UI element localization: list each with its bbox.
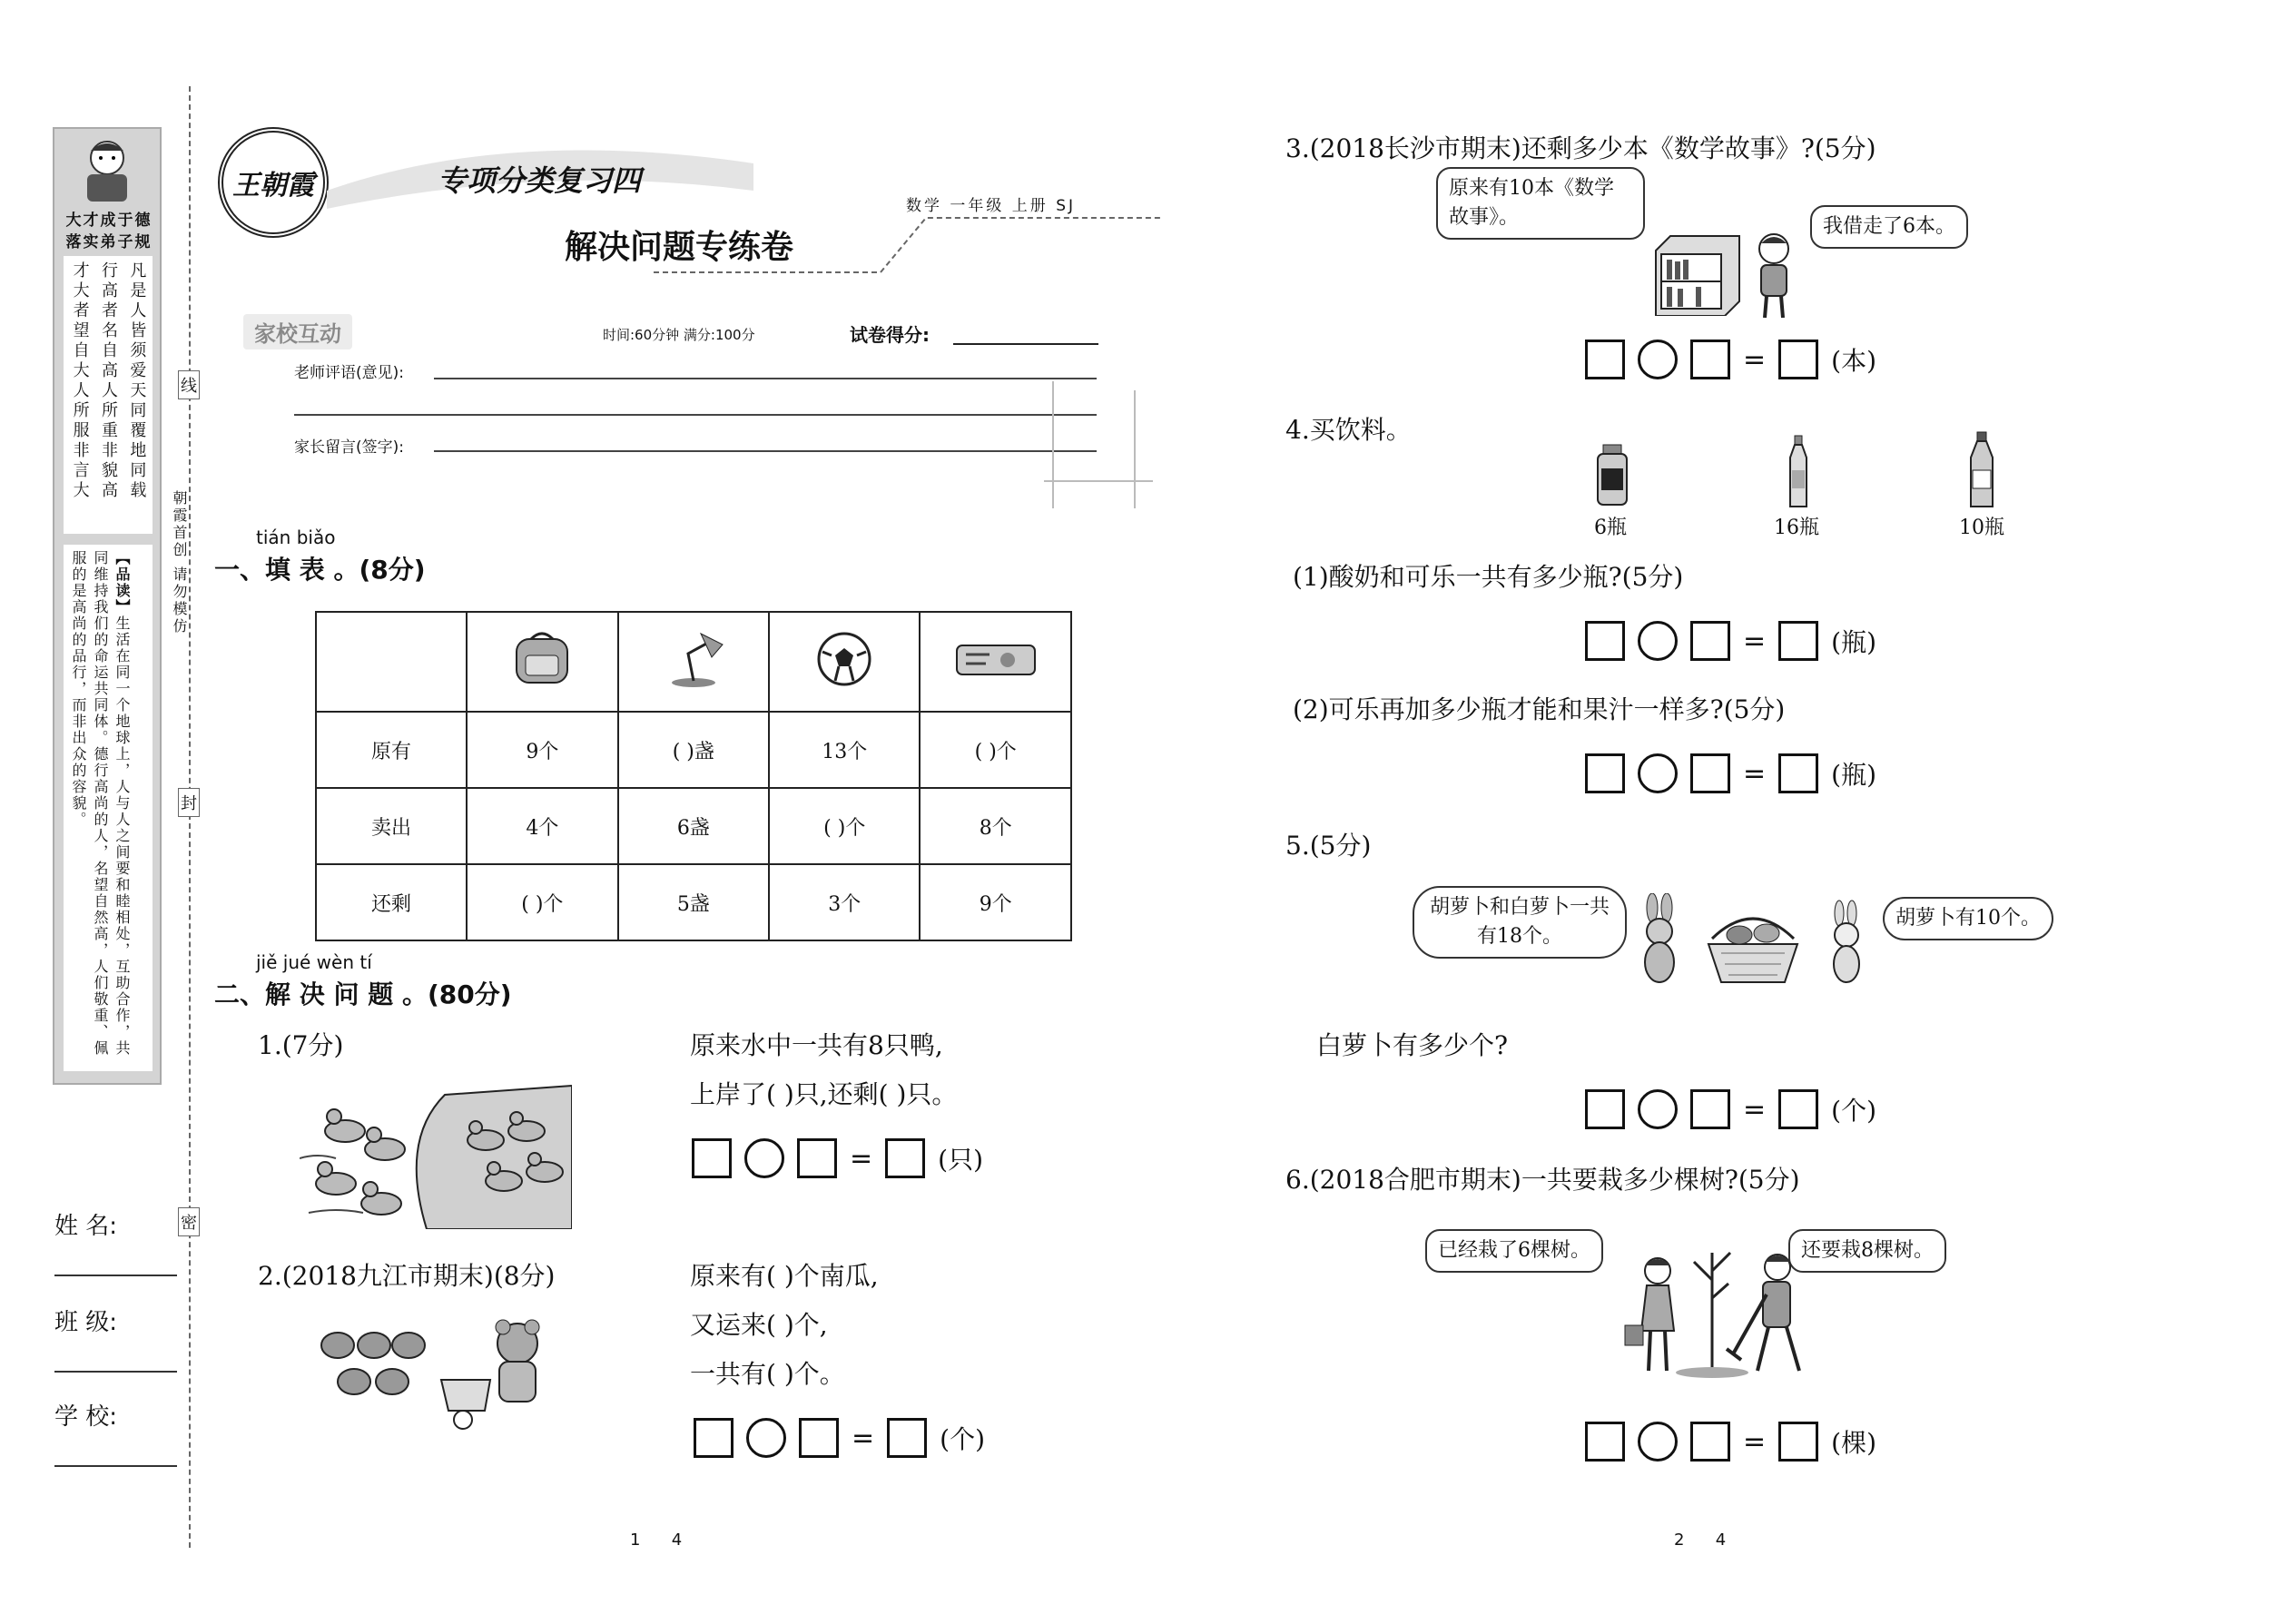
unit-label: (个): [1831, 1096, 1876, 1126]
table-cell: 8个: [920, 788, 1071, 864]
row-label-remaining: 还剩: [316, 864, 467, 940]
subject-info: 数学 一年级 上册 SJ: [906, 197, 1077, 215]
answer-box[interactable]: [1690, 1422, 1730, 1462]
name-field[interactable]: [54, 1275, 177, 1276]
answer-box[interactable]: [1690, 1089, 1730, 1129]
section2-title: 二、解 决 问 题 。(80分): [214, 979, 512, 1009]
q3-equation: [1585, 340, 1876, 379]
rabbit-right-illustration: [1819, 899, 1874, 989]
poem-col-3: 才大者望自大人所服非言大: [70, 261, 90, 501]
boy-illustration: [1747, 231, 1801, 321]
vegetable-basket-illustration: [1703, 908, 1803, 986]
school-label: 学 校:: [54, 1403, 118, 1431]
q2-label: 2.(2018九江市期末)(8分): [258, 1261, 556, 1291]
cola-count: 10瓶: [1959, 517, 2004, 539]
operator-circle[interactable]: [1638, 340, 1678, 379]
pumpkins-illustration: [318, 1325, 436, 1407]
table-cell: 6盏: [618, 788, 769, 864]
reading-text: 生活在同一个地球上，人与人之间要和睦相处，互助合作，共同维持我们的命运共同体。德行高尚的人，名望自然高，人们敬重、佩服的是高尚的品行，而非出众的容貌。: [70, 550, 131, 1057]
q1-equation: [692, 1138, 983, 1178]
series-title: 专项分类复习四: [438, 163, 642, 198]
table-cell: 4个: [467, 788, 617, 864]
motto-top: 大才成于德: [65, 212, 153, 230]
q6-label: 6.(2018合肥市期末)一共要栽多少棵树?(5分): [1285, 1165, 1800, 1195]
table-cell: 13个: [769, 712, 920, 788]
score-label: 试卷得分:: [850, 324, 930, 346]
q1-label: 1.(7分): [258, 1030, 344, 1060]
yogurt-bottle-icon: [1594, 443, 1630, 507]
poem-box: [64, 256, 153, 534]
table-cell-blank[interactable]: ( )个: [467, 864, 617, 940]
pencil-case-icon: [953, 664, 1039, 687]
q4-sub1: (1)酸奶和可乐一共有多少瓶?(5分): [1293, 562, 1684, 592]
answer-box[interactable]: [797, 1138, 837, 1178]
table-corner: [316, 612, 467, 712]
q1-line1: 原来水中一共有8只鸭,: [690, 1030, 943, 1060]
equals-sign: =: [1743, 757, 1767, 790]
backpack-icon: [504, 671, 580, 694]
row-label-original: 原有: [316, 712, 467, 788]
table-header-cell: [920, 612, 1071, 712]
answer-box[interactable]: [1778, 753, 1818, 793]
row-label-sold: 卖出: [316, 788, 467, 864]
q5-label: 5.(5分): [1285, 831, 1372, 861]
section1-title: 一、填 表 。(8分): [214, 555, 426, 585]
answer-box[interactable]: [887, 1418, 927, 1458]
unit-label: (个): [940, 1424, 985, 1454]
answer-box[interactable]: [692, 1138, 732, 1178]
equals-sign: =: [1743, 625, 1767, 657]
motto-bottom: 落实弟子规: [65, 233, 153, 251]
binding-line: [189, 86, 191, 1548]
q5-equation: [1585, 1089, 1876, 1129]
operator-circle[interactable]: [1638, 1089, 1678, 1129]
juice-count: 16瓶: [1774, 517, 1819, 539]
class-field[interactable]: [54, 1371, 177, 1373]
q2-line2: 又运来( )个,: [690, 1310, 828, 1340]
unit-label: (只): [938, 1145, 983, 1175]
binding-mark-2: 封: [178, 788, 200, 817]
q6-bubble-2: 还要栽8棵树。: [1788, 1229, 1946, 1273]
q3-bubble-1: 原来有10本《数学故事》。: [1436, 167, 1645, 240]
lamp-icon: [655, 671, 732, 694]
q4-equation-1: [1585, 621, 1876, 661]
answer-box[interactable]: [1778, 1422, 1818, 1462]
unit-label: (棵): [1831, 1428, 1876, 1458]
table-header-cell: [467, 612, 617, 712]
parent-message-label: 家长留言(签字):: [294, 438, 404, 457]
binding-mark-3: 密: [178, 1207, 200, 1236]
page-number-right: 2 4: [1674, 1530, 1727, 1550]
q4-equation-2: [1585, 753, 1876, 793]
binding-mark-1: 线: [178, 370, 200, 399]
answer-box[interactable]: [694, 1418, 733, 1458]
table-cell: 9个: [920, 864, 1071, 940]
answer-box[interactable]: [1778, 621, 1818, 661]
name-label: 姓 名:: [54, 1213, 118, 1240]
answer-box[interactable]: [1585, 1422, 1625, 1462]
table-cell: 9个: [467, 712, 617, 788]
answer-box[interactable]: [1585, 340, 1625, 379]
bookshelf-illustration: [1652, 232, 1743, 316]
operator-circle[interactable]: [744, 1138, 784, 1178]
q4-label: 4.买饮料。: [1285, 415, 1412, 445]
page-title: 解决问题专练卷: [565, 229, 794, 266]
fill-table: [315, 611, 1072, 941]
table-cell: 3个: [769, 864, 920, 940]
q3-label: 3.(2018长沙市期末)还剩多少本《数学故事》?(5分): [1285, 133, 1876, 163]
operator-circle[interactable]: [1638, 1422, 1678, 1462]
equals-sign: =: [1743, 1425, 1767, 1458]
unit-label: (瓶): [1831, 760, 1876, 790]
answer-box[interactable]: [1585, 1089, 1625, 1129]
q2-line3: 一共有( )个。: [690, 1359, 845, 1389]
soccer-ball-icon: [815, 671, 873, 694]
equals-sign: =: [1743, 343, 1767, 376]
reading-title: 【品读】: [113, 550, 131, 615]
brand-logo-text: 王朝霞: [232, 170, 314, 202]
q2-line1: 原来有( )个南瓜,: [690, 1261, 879, 1291]
answer-box[interactable]: [1585, 753, 1625, 793]
table-cell: 5盏: [618, 864, 769, 940]
unit-label: (瓶): [1831, 627, 1876, 657]
juice-bottle-icon: [1785, 434, 1812, 508]
header-dotted-line: [654, 209, 1162, 281]
answer-box[interactable]: [1778, 340, 1818, 379]
rabbit-left-illustration: [1630, 893, 1690, 988]
answer-box[interactable]: [1778, 1089, 1818, 1129]
class-label: 班 级:: [54, 1309, 118, 1336]
brand-seal: [218, 127, 329, 238]
binding-note: 朝霞首创 请勿模仿: [171, 490, 188, 636]
unit-label: (本): [1831, 346, 1876, 376]
boy-avatar: [64, 134, 151, 205]
q5-bubble-1: 胡萝卜和白萝卜一共有18个。: [1413, 886, 1627, 959]
answer-box[interactable]: [1585, 621, 1625, 661]
equals-sign: =: [852, 1422, 875, 1454]
bear-cart-illustration: [436, 1316, 563, 1434]
parent-message-field[interactable]: [434, 450, 1097, 452]
operator-circle[interactable]: [746, 1418, 786, 1458]
operator-circle[interactable]: [1638, 753, 1678, 793]
q4-sub2: (2)可乐再加多少瓶才能和果汁一样多?(5分): [1293, 694, 1786, 724]
teacher-comment-label: 老师评语(意见):: [294, 364, 404, 382]
poem-col-2: 行高者名自高人所重非貌高: [98, 261, 118, 501]
section1-pinyin: tián biǎo: [256, 527, 336, 548]
poem-col-1: 凡是人皆须爱天同覆地同载: [127, 261, 147, 501]
reading-box: [64, 545, 153, 1071]
q1-line2: 上岸了( )只,还剩( )只。: [690, 1079, 958, 1109]
table-cell-blank[interactable]: ( )盏: [618, 712, 769, 788]
answer-box[interactable]: [1690, 753, 1730, 793]
time-info: 时间:60分钟 满分:100分: [603, 327, 755, 343]
school-field[interactable]: [54, 1465, 177, 1467]
table-cell-blank[interactable]: ( )个: [920, 712, 1071, 788]
teacher-comment-field[interactable]: [434, 378, 1097, 379]
q2-equation: [694, 1418, 985, 1458]
page-number-left: 1 4: [630, 1530, 683, 1550]
table-cell-blank[interactable]: ( )个: [769, 788, 920, 864]
answer-box[interactable]: [1690, 340, 1730, 379]
ducks-illustration: [300, 1077, 572, 1229]
equals-sign: =: [850, 1142, 873, 1175]
teacher-comment-field-2[interactable]: [294, 414, 1097, 416]
q6-equation: [1585, 1422, 1876, 1462]
q5-question: 白萝卜有多少个?: [1316, 1030, 1509, 1060]
table-header-cell: [769, 612, 920, 712]
answer-box[interactable]: [1690, 621, 1730, 661]
home-school-tag: 家校互动: [243, 314, 352, 349]
yogurt-count: 6瓶: [1594, 517, 1627, 539]
answer-box[interactable]: [799, 1418, 839, 1458]
q3-bubble-2: 我借走了6本。: [1810, 205, 1968, 249]
operator-circle[interactable]: [1638, 621, 1678, 661]
equals-sign: =: [1743, 1093, 1767, 1126]
answer-box[interactable]: [885, 1138, 925, 1178]
section2-pinyin: jiě jué wèn tí: [256, 951, 372, 973]
header-deco-lines: [1044, 381, 1153, 508]
score-field[interactable]: [953, 343, 1098, 345]
q6-bubble-1: 已经栽了6棵树。: [1425, 1229, 1603, 1273]
q5-bubble-2: 胡萝卜有10个。: [1883, 897, 2053, 940]
table-header-cell: [618, 612, 769, 712]
cola-bottle-icon: [1966, 430, 1997, 508]
tree-planting-illustration: [1621, 1225, 1817, 1380]
